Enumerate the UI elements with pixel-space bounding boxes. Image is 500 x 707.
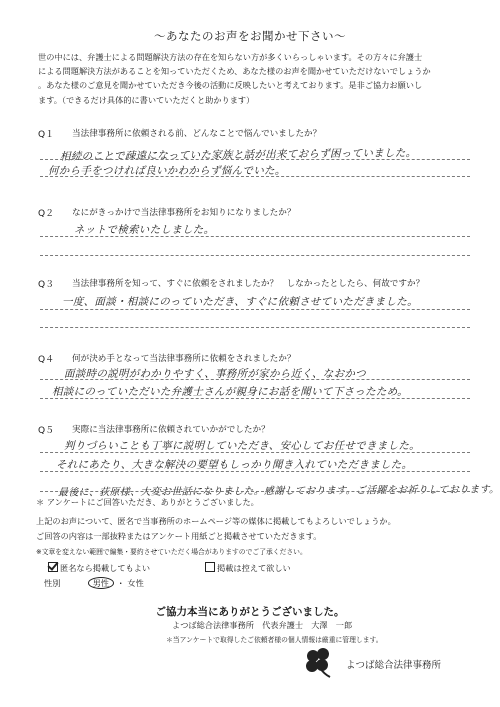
answer-line bbox=[40, 379, 470, 380]
clover-logo-icon bbox=[302, 646, 336, 684]
gender-male[interactable]: 男性 bbox=[88, 577, 114, 589]
edit-note: ※文章を変えない範囲で編集・要約させていただく場合がありますのでご了承ください。 bbox=[36, 548, 307, 556]
question-label: Q１ bbox=[38, 130, 55, 140]
intro-text bbox=[38, 50, 468, 107]
option-allow-label: 匿名なら掲載してもよい bbox=[60, 563, 151, 573]
answer-line bbox=[40, 471, 470, 472]
question-text: 実際に当法律事務所に依頼されていかがでしたか？ bbox=[72, 425, 270, 435]
checkbox-deny[interactable] bbox=[205, 562, 215, 572]
gender-separator: ・ bbox=[116, 578, 125, 588]
handwritten-answer: 相続のことで疎遠になっていた家族と話が出来ておらず困っていました。 bbox=[59, 147, 417, 163]
gender-row bbox=[44, 578, 144, 589]
question-label: Q２ bbox=[38, 209, 55, 219]
handwritten-answer: ネットで検索いたしました。 bbox=[74, 224, 215, 236]
answer-line bbox=[40, 452, 470, 453]
asterisk: ＊ bbox=[36, 497, 47, 507]
option-allow[interactable] bbox=[48, 562, 150, 574]
question-label: Q５ bbox=[38, 426, 55, 436]
answer-line bbox=[40, 159, 470, 160]
gender-label: 性別 bbox=[44, 578, 61, 588]
answer-line bbox=[40, 491, 470, 492]
question-label: Q３ bbox=[38, 280, 55, 290]
firm-line: よつば総合法律事務所 代表弁護士 大澤 一郎 bbox=[172, 620, 353, 630]
thanks-line bbox=[36, 497, 259, 508]
answer-line bbox=[40, 309, 470, 310]
firm-logo-text: よつば総合法律事務所 bbox=[346, 660, 442, 671]
question-text: 当法律事務所を知って、すぐに依頼をされましたか？ しなかったとしたら、何故ですか？ bbox=[72, 279, 425, 289]
handwritten-answer: 相談にのっていただいた弁護士さんが親身にお話を聞いて下さったため。 bbox=[52, 386, 408, 398]
handwritten-answer: 一度、面談・相談にのっていただき、すぐに依頼させていただきました。 bbox=[62, 296, 418, 308]
checkbox-allow[interactable] bbox=[48, 562, 58, 572]
handwritten-answer: 面談時の説明がわかりやすく、事務所が家から近く、なおかつ bbox=[64, 368, 366, 380]
handwritten-closing: 最後に、荻原様、大変お世話になりました。感謝しております。ご活躍をお祈りしております。 bbox=[57, 484, 500, 499]
intro-line: 。あなた様のご意見を聞かせていただき今後の活動に反映したいと考えております。是非ご協力お願いし bbox=[38, 80, 423, 91]
answer-line bbox=[40, 176, 470, 177]
intro-line: ます。（できるだけ具体的に書いていただくと助かります） bbox=[38, 94, 255, 105]
option-deny-label: 掲載は控えて欲しい bbox=[217, 563, 291, 573]
intro-line: 世の中には、弁護士による問題解決方法の存在を知らない方が多くいらっしゃいます。その方々に弁護士 bbox=[38, 52, 423, 62]
answer-line bbox=[40, 236, 470, 237]
question-text: 何が決め手となって当法律事務所に依頼をされましたか？ bbox=[72, 354, 296, 364]
handwritten-answer: それにあたり、大きな解決の要望もしっかり聞き入れていただきました。 bbox=[56, 459, 413, 471]
answer-line bbox=[40, 398, 470, 399]
consent-line: ご回答の内容は一部抜粋またはアンケート用紙ごと掲載させていただきます。 bbox=[36, 531, 322, 541]
question-text: 当法律事務所に依頼される前、どんなことで悩んでいましたか？ bbox=[72, 129, 322, 139]
footer-thanks: ご協力本当にありがとうございました。 bbox=[155, 606, 345, 618]
answer-line bbox=[40, 327, 470, 328]
handwritten-answer: 何から手をつければ良いかわからず悩んでいた。 bbox=[48, 165, 286, 177]
question-label: Q４ bbox=[38, 355, 55, 365]
privacy-note: ＊当アンケートで取得したご依頼者様の個人情報は厳重に管理します。 bbox=[166, 636, 383, 644]
thanks-text: アンケートにご回答いただき、ありがとうございました。 bbox=[46, 497, 259, 507]
gender-female[interactable]: 女性 bbox=[127, 578, 144, 588]
question-text: なにがきっかけで当法律事務所をお知りになりましたか？ bbox=[72, 208, 296, 218]
page-title: ～あなたのお声をお聞かせ下さい～ bbox=[154, 29, 346, 43]
handwritten-answer: 判りづらいことも丁寧に説明していただき、安心してお任せできました。 bbox=[64, 440, 420, 452]
consent-line: 上記のお声について、匿名で当事務所のホームページ等の媒体に掲載してもよろしいでしょうか。 bbox=[36, 516, 396, 526]
answer-line bbox=[40, 255, 470, 256]
intro-line: による問題解決方法があることを知っていただくため、あなた様のお声を聞かせていただけないでしょうか bbox=[38, 66, 431, 77]
option-deny[interactable] bbox=[205, 562, 291, 574]
